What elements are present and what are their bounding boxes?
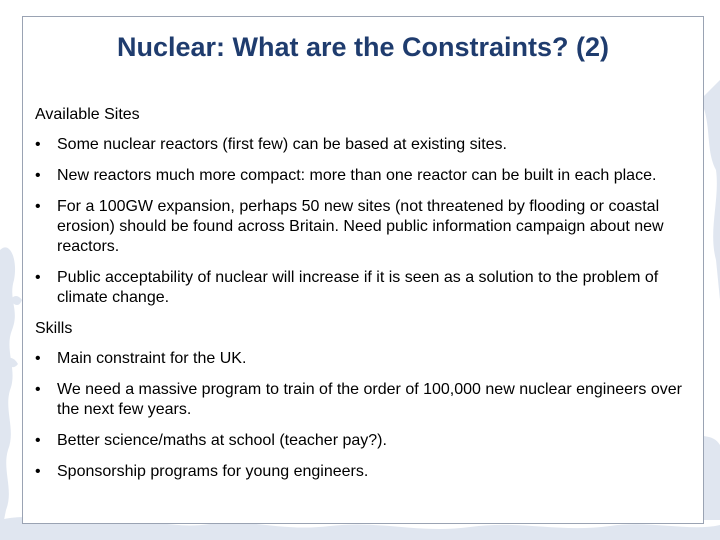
bullet-text: New reactors much more compact: more than one reactor can be built in each place. (57, 167, 657, 184)
bullet-item (35, 197, 695, 257)
bullet-item (35, 431, 695, 451)
bullet-text: Sponsorship programs for young engineers. (57, 463, 369, 480)
bullet-dot: • (35, 381, 41, 398)
bullet-dot: • (35, 167, 41, 184)
bullet-dot: • (35, 463, 41, 480)
bullet-list (35, 349, 695, 482)
bullet-item (35, 462, 695, 482)
bullet-item (35, 268, 695, 308)
bullet-text: For a 100GW expansion, perhaps 50 new sites (not threatened by flooding or coastal erosion) should be found across Britain. Need public information campaign about new reactors. (57, 198, 664, 255)
bullet-list (35, 135, 695, 308)
bullet-dot: • (35, 350, 41, 367)
bullet-item (35, 166, 695, 186)
bullet-item (35, 349, 695, 369)
bullet-text: We need a massive program to train of the order of 100,000 new nuclear engineers over the next few years. (57, 381, 682, 418)
section-heading: Skills (35, 320, 73, 337)
slide-body (35, 105, 695, 493)
bullet-dot: • (35, 198, 41, 215)
section-heading: Available Sites (35, 106, 140, 123)
section-available-sites (35, 105, 695, 308)
bullet-dot: • (35, 136, 41, 153)
bullet-item (35, 135, 695, 155)
slide-title: Nuclear: What are the Constraints? (2) (116, 32, 610, 62)
section-skills (35, 319, 695, 482)
bullet-item (35, 380, 695, 420)
bullet-dot: • (35, 432, 41, 449)
bullet-text: Better science/maths at school (teacher pay?). (57, 432, 387, 449)
bullet-text: Some nuclear reactors (first few) can be based at existing sites. (57, 136, 507, 153)
bullet-text: Public acceptability of nuclear will increase if it is seen as a solution to the problem of climate change. (57, 269, 659, 306)
bullet-dot: • (35, 269, 41, 286)
bullet-text: Main constraint for the UK. (57, 350, 247, 367)
